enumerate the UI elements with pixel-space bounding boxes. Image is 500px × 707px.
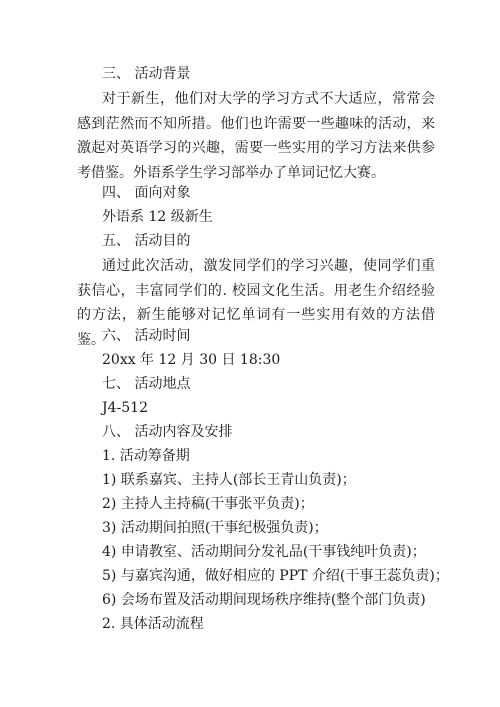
list-item: 6) 会场布置及活动期间现场秩序维持(整个部门负责) bbox=[102, 592, 426, 608]
background-paragraph: 对于新生，他们对大学的学习方式不大适应，常常会感到茫然而不知所措。他们也许需要一些趣味的活动，来激起对英语学习的兴趣，需要一些实用的学习方法来供参考借鉴。外语系学生学习部举办了单词记忆大赛。 bbox=[77, 91, 435, 181]
list-item: 4) 申请教室、活动期间分发礼品(干事钱纯叶负责)； bbox=[102, 544, 426, 560]
section-heading-content: 八、 活动内容及安排 bbox=[102, 424, 233, 440]
list-item: 3) 活动期间拍照(干事纪极强负责)； bbox=[102, 520, 328, 536]
section-heading-location: 七、 活动地点 bbox=[102, 376, 191, 392]
purpose-paragraph: 通过此次活动，激发同学们的学习兴趣，使同学们重获信心，丰富同学们的. 校园文化生活。用老生介绍经验的方法，新生能够对记忆单词有一些实用有效的方法借鉴。 bbox=[77, 258, 435, 348]
sub-heading-preparation: 1. 活动筹备期 bbox=[102, 448, 190, 464]
section-heading-background: 三、 活动背景 bbox=[102, 66, 191, 82]
list-item: 2) 主持人主持稿(干事张平负责)； bbox=[102, 496, 314, 512]
audience-text: 外语系 12 级新生 bbox=[102, 209, 213, 225]
location-text: J4-512 bbox=[102, 400, 148, 416]
list-item: 1) 联系嘉宾、主持人(部长王青山负责)； bbox=[102, 472, 356, 488]
section-heading-purpose: 五、 活动目的 bbox=[102, 233, 191, 249]
sub-heading-process: 2. 具体活动流程 bbox=[102, 616, 204, 632]
section-heading-time: 六、 活动时间 bbox=[102, 328, 191, 344]
section-heading-audience: 四、 面向对象 bbox=[102, 185, 191, 201]
time-text: 20xx 年 12 月 30 日 18:30 bbox=[102, 352, 281, 368]
list-item: 5) 与嘉宾沟通，做好相应的 PPT 介绍(干事王蕊负责)； bbox=[102, 568, 449, 584]
